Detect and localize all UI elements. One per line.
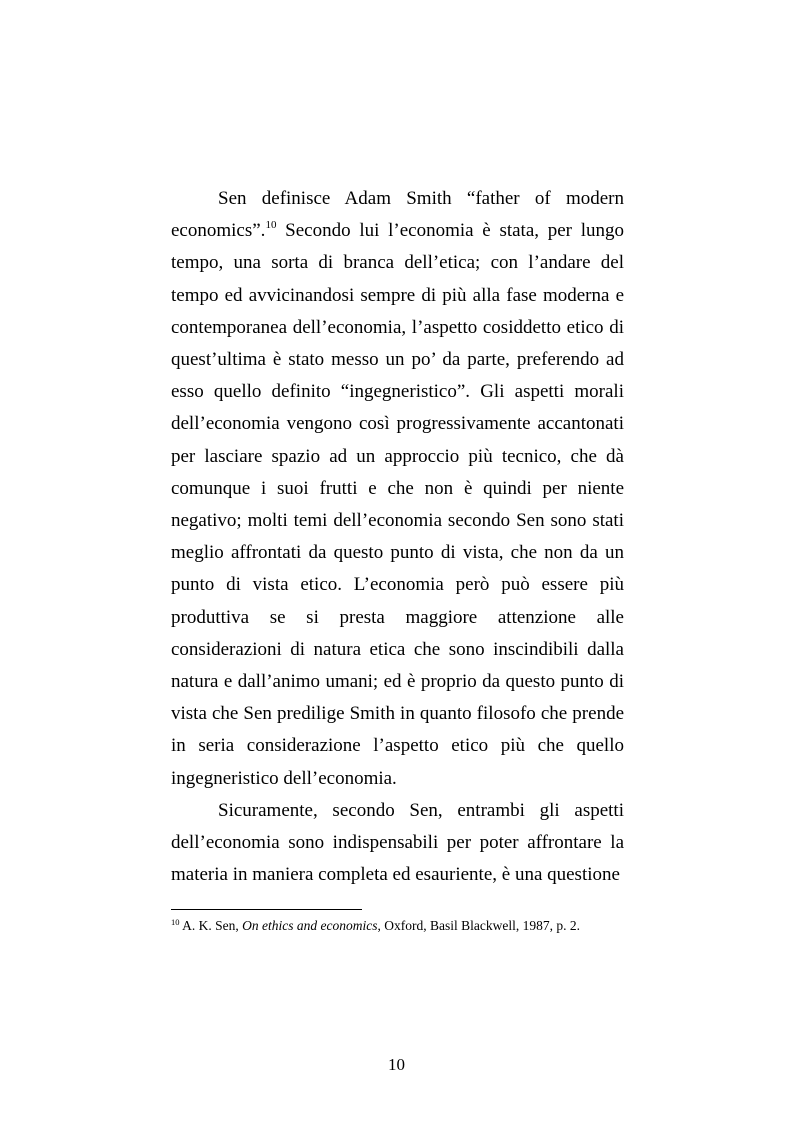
paragraph-1-text-end: Secondo lui l’economia è stata, per lungo tempo, una sorta di branca dell’etica; con l’andare del tempo ed avvicinandosi sempre di più alla fase moderna e contemporanea dell’economia, l’aspetto cosiddetto etico di quest’ultima è stato messo un po’ da parte, preferendo ad esso quello definito “ingegneristico”. Gli aspetti morali dell’economia vengono così progressivamente accantonati per lasciare spazio ad un approccio più tecnico, che dà comunque i suoi frutti e che non è quindi per niente negativo; molti temi dell’economia secondo Sen sono stati meglio affrontati da questo punto di vista, che non da un punto di vista etico. L’economia però può essere più produttiva se si presta maggiore attenzione alle considerazioni di natura etica che sono inscindibili dalla natura e dall’animo umani; ed è proprio da questo punto di vista che Sen predilige Smith in quanto filosofo che prende in seria considerazione l’aspetto etico più che quello ingegneristico dell’economia. [171, 220, 624, 789]
body-text [171, 183, 624, 891]
footnote-reference[interactable]: 10 [265, 219, 277, 232]
footnote-author: A. K. Sen, [182, 918, 243, 933]
page-number: 10 [388, 1055, 405, 1074]
footnote-title: On ethics and economics [242, 918, 378, 933]
footnote-separator [171, 909, 362, 910]
paragraph-1 [171, 183, 624, 795]
paragraph-2: Sicuramente, secondo Sen, entrambi gli aspetti dell’economia sono indispensabili per poter affrontare la materia in maniera completa ed esauriente, è una questione [171, 799, 624, 886]
footnote-number: 10 [171, 917, 180, 927]
footnote [171, 917, 631, 934]
footnote-publication: , Oxford, Basil Blackwell, 1987, p. 2. [377, 918, 580, 933]
paragraph-1-text-start: Sen definisce Adam Smith “father of modern economics”. [171, 188, 624, 242]
